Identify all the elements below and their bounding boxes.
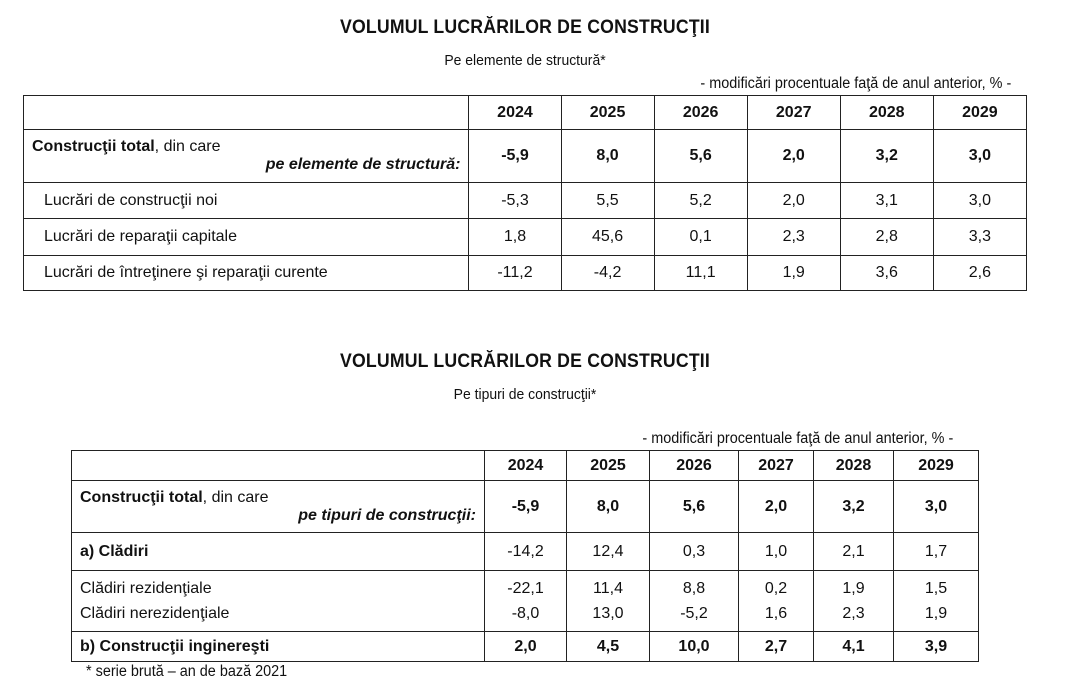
table2-cell [814,571,894,632]
table1-cell: 45,6 [561,219,654,256]
table2-cell: 10,0 [650,632,739,662]
table2-value: 13,0 [592,605,624,622]
table1-cell: 3,6 [840,256,933,291]
table1-total-value: 8,0 [561,130,654,183]
table1-title: VOLUMUL LUCRĂRILOR DE CONSTRUCŢII [339,17,710,38]
table1-cell: 2,8 [840,219,933,256]
table2-cell: 0,3 [650,533,739,571]
table2-subtitle: Pe tipuri de construcţii* [453,386,597,403]
table2-title: VOLUMUL LUCRĂRILOR DE CONSTRUCŢII [339,351,710,372]
table2-total-value: 3,0 [894,481,979,533]
table1-cell: 3,3 [933,219,1026,256]
table2-total-label [72,481,485,533]
footnote: * serie brută – an de bază 2021 [86,663,288,680]
table1-cell: 2,0 [747,183,840,219]
table1-cell: -4,2 [561,256,654,291]
table2-inginieresti-label: b) Construcţii inginereşti [72,632,485,662]
table1-total-label-bold: Construcţii total [32,138,155,155]
table2-total-value: 8,0 [567,481,650,533]
table1-cell: 2,3 [747,219,840,256]
table1-cell: -11,2 [469,256,561,291]
table2-value: 1,6 [764,605,788,622]
table2-unit-note: - modificări procentuale faţă de anul anterior, % - [642,430,953,447]
table2-cell [567,571,650,632]
table1-unit-note: - modificări procentuale faţă de anul anterior, % - [700,75,1011,92]
table2-cell [739,571,814,632]
table-row [72,632,979,662]
table2-value: 1,9 [842,580,865,597]
table1-cell: 1,9 [747,256,840,291]
table2-cell: -14,2 [485,533,567,571]
table1-total-value: 3,2 [840,130,933,183]
table-row [24,256,1027,291]
table2-total-value: 2,0 [739,481,814,533]
table1-cell: 0,1 [654,219,747,256]
table1-total-value: 2,0 [747,130,840,183]
table-row [24,183,1027,219]
table2-value: 1,9 [924,605,948,622]
table2-cell [485,571,567,632]
table2-cell: 2,0 [485,632,567,662]
table1-year-header: 2025 [561,96,654,130]
table-row [72,533,979,571]
table1-cell: 11,1 [654,256,747,291]
table1-cell: -5,3 [469,183,561,219]
table2-nerezidentiale-label: Clădiri nerezidenţiale [80,605,230,622]
table1-subtitle: Pe elemente de structură* [444,52,606,69]
table1-row-label: Lucrări de întreţinere şi reparaţii curente [24,256,469,291]
table1-total-label [24,130,469,183]
table2-cell: 3,9 [894,632,979,662]
table2-total-value: 3,2 [814,481,894,533]
table2-value: -22,1 [507,580,544,597]
table1-total-label-rest: , din care [154,138,221,155]
table1-year-header: 2027 [747,96,840,130]
table1-header-row [24,96,1027,130]
table1-total-value: 5,6 [654,130,747,183]
table2-cell [894,571,979,632]
table-row [24,219,1027,256]
table2-cell: 4,5 [567,632,650,662]
table1-cell: 5,5 [561,183,654,219]
table2-cell: 2,1 [814,533,894,571]
table2-value: 11,4 [593,580,623,597]
table2-value: 0,2 [764,580,788,597]
table1-cell: 3,0 [933,183,1026,219]
table2-cell: 2,7 [739,632,814,662]
table2-rezidentiale-label: Clădiri rezidenţiale [80,580,212,597]
table2-year-header: 2027 [739,451,814,481]
table2-cladiri-label: a) Clădiri [72,533,485,571]
table-structure-elements [23,95,1027,291]
table2-cell: 4,1 [814,632,894,662]
table2-value: -8,0 [511,605,540,622]
table2-value: 2,3 [842,605,865,622]
table1-year-header: 2024 [469,96,561,130]
table2-year-header: 2028 [814,451,894,481]
table2-cell: 1,0 [739,533,814,571]
table2-year-header: 2025 [567,451,650,481]
table1-total-sublabel: pe elemente de structură: [265,156,461,173]
table1-total-row [24,130,1027,183]
table1-cell: 3,1 [840,183,933,219]
table-row [72,571,979,632]
table2-value: 8,8 [682,580,706,597]
table2-total-label-bold: Construcţii total [80,488,203,506]
table1-header-empty [24,96,469,130]
table1-total-value: 3,0 [933,130,1026,183]
table2-cladiri-breakdown-labels [72,571,485,632]
table2-total-value: 5,6 [650,481,739,533]
table-construction-types [71,450,979,662]
table1-year-header: 2029 [933,96,1026,130]
table1-row-label: Lucrări de reparaţii capitale [24,219,469,256]
table1-cell: 2,6 [933,256,1026,291]
table1-cell: 1,8 [469,219,561,256]
table1-cell: 5,2 [654,183,747,219]
table2-cell [650,571,739,632]
table2-year-header: 2026 [650,451,739,481]
table1-row-label: Lucrări de construcţii noi [24,183,469,219]
table2-header-empty [72,451,485,481]
table2-total-label-rest: , din care [202,488,269,506]
table1-year-header: 2026 [654,96,747,130]
table2-total-row [72,481,979,533]
table2-total-value: -5,9 [485,481,567,533]
table2-total-sublabel: pe tipuri de construcţii: [298,506,476,524]
table2-cell: 12,4 [567,533,650,571]
table2-year-header: 2024 [485,451,567,481]
table1-total-value: -5,9 [469,130,561,183]
table2-value: -5,2 [680,605,708,622]
table2-cell: 1,7 [894,533,979,571]
table1-year-header: 2028 [840,96,933,130]
table2-value: 1,5 [924,580,948,597]
table2-header-row [72,451,979,481]
table2-year-header: 2029 [894,451,979,481]
